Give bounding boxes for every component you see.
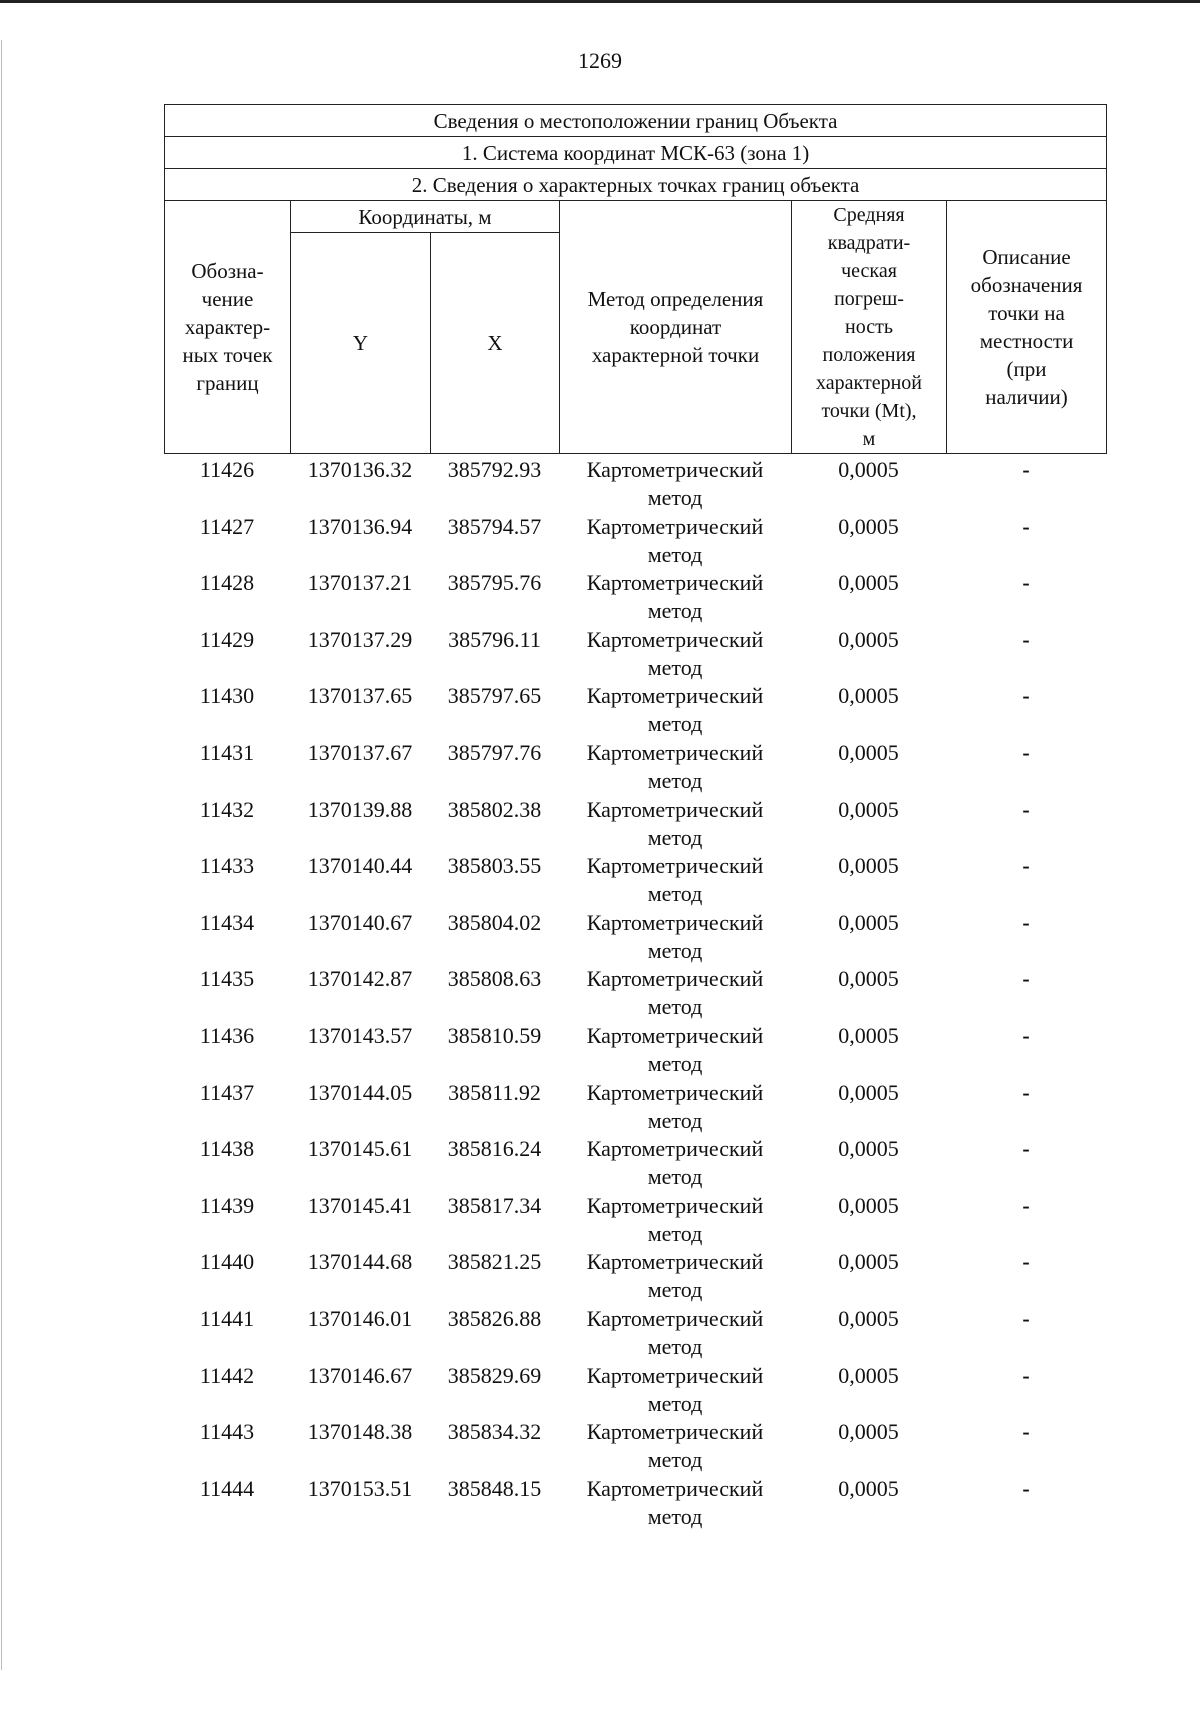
coord-x: 385792.93 bbox=[447, 457, 542, 482]
point-id: 11433 bbox=[199, 853, 255, 879]
table-row bbox=[164, 1475, 1106, 1532]
description: - bbox=[1022, 513, 1030, 539]
error-value: 0,0005 bbox=[838, 966, 899, 992]
col-error-header: Средняя квадрати- ческая погреш- ность положения характерной точки (Mt), м bbox=[792, 201, 947, 454]
method: Картометрический метод bbox=[586, 457, 764, 510]
error-value: 0,0005 bbox=[838, 796, 899, 822]
method: Картометрический метод bbox=[586, 513, 764, 567]
col-coords-header: Координаты, м bbox=[291, 201, 560, 233]
description: - bbox=[1022, 570, 1030, 596]
table-row bbox=[164, 1135, 1106, 1192]
page-number: 1269 bbox=[578, 48, 622, 73]
description: - bbox=[1022, 1362, 1030, 1388]
coord-y: 1370137.65 bbox=[307, 683, 413, 709]
method: Картометрический метод bbox=[586, 796, 764, 850]
description: - bbox=[1022, 853, 1030, 879]
col-method-header: Метод определения координат характерной точки bbox=[560, 201, 792, 454]
coordinate-system: 1. Система координат МСК-63 (зона 1) bbox=[165, 137, 1107, 169]
point-id: 11444 bbox=[199, 1475, 255, 1501]
point-id: 11441 bbox=[199, 1305, 255, 1331]
table-row bbox=[164, 1079, 1106, 1136]
table-row bbox=[164, 682, 1106, 739]
coord-x: 385848.15 bbox=[447, 1475, 542, 1501]
description: - bbox=[1022, 1305, 1030, 1331]
method: Картометрический метод bbox=[586, 1192, 764, 1246]
method: Картометрический метод bbox=[586, 739, 764, 793]
top-border-line bbox=[0, 0, 1200, 3]
error-value: 0,0005 bbox=[838, 1475, 899, 1501]
error-value: 0,0005 bbox=[838, 1192, 899, 1218]
coord-x: 385829.69 bbox=[447, 1362, 542, 1388]
description: - bbox=[1022, 1136, 1030, 1162]
coord-y: 1370136.32 bbox=[307, 457, 413, 482]
col-y-header: Y bbox=[291, 233, 431, 454]
point-id: 11439 bbox=[199, 1192, 255, 1218]
table-row bbox=[164, 1305, 1106, 1362]
error-value: 0,0005 bbox=[838, 909, 899, 935]
method: Картометрический метод bbox=[586, 1305, 764, 1359]
method: Картометрический метод bbox=[586, 853, 764, 907]
coord-x: 385804.02 bbox=[447, 909, 542, 935]
col-point-header: Обозна- чение характер- ных точек границ bbox=[165, 201, 291, 454]
method: Картометрический метод bbox=[586, 909, 764, 963]
description: - bbox=[1022, 1475, 1030, 1501]
coord-y: 1370142.87 bbox=[307, 966, 413, 992]
col-desc-header: Описание обозначения точки на местности (при наличии) bbox=[947, 201, 1107, 454]
method: Картометрический метод bbox=[586, 683, 764, 737]
point-id: 11429 bbox=[199, 626, 255, 652]
coord-y: 1370146.01 bbox=[307, 1305, 413, 1331]
table-row bbox=[164, 965, 1106, 1022]
coord-x: 385797.76 bbox=[447, 739, 542, 765]
method: Картометрический метод bbox=[586, 1249, 764, 1303]
method: Картометрический метод bbox=[586, 1079, 764, 1133]
coord-x: 385821.25 bbox=[447, 1249, 542, 1275]
coord-y: 1370140.67 bbox=[307, 909, 413, 935]
table-row bbox=[164, 1418, 1106, 1475]
point-id: 11443 bbox=[199, 1419, 255, 1445]
description: - bbox=[1022, 739, 1030, 765]
description: - bbox=[1022, 626, 1030, 652]
coord-y: 1370153.51 bbox=[307, 1475, 413, 1501]
section-title: 2. Сведения о характерных точках границ объекта bbox=[165, 169, 1107, 201]
description: - bbox=[1022, 1419, 1030, 1445]
table-row bbox=[164, 909, 1106, 966]
coord-y: 1370145.41 bbox=[307, 1192, 413, 1218]
coord-x: 385817.34 bbox=[447, 1192, 542, 1218]
description: - bbox=[1022, 1192, 1030, 1218]
description: - bbox=[1022, 796, 1030, 822]
left-margin-line bbox=[1, 40, 2, 1670]
error-value: 0,0005 bbox=[838, 626, 899, 652]
point-id: 11431 bbox=[199, 739, 255, 765]
coord-x: 385795.76 bbox=[447, 570, 542, 596]
error-value: 0,0005 bbox=[838, 1305, 899, 1331]
coord-x: 385811.92 bbox=[448, 1079, 541, 1105]
point-id: 11437 bbox=[199, 1079, 255, 1105]
point-id: 11430 bbox=[199, 683, 255, 709]
table-title: Сведения о местоположении границ Объекта bbox=[165, 105, 1107, 137]
table-row bbox=[164, 852, 1106, 909]
point-id: 11427 bbox=[199, 513, 255, 539]
point-id: 11434 bbox=[199, 909, 255, 935]
description: - bbox=[1022, 909, 1030, 935]
coord-x: 385834.32 bbox=[447, 1419, 542, 1445]
coord-x: 385826.88 bbox=[447, 1305, 542, 1331]
point-id: 11440 bbox=[199, 1249, 255, 1275]
coord-x: 385796.11 bbox=[448, 626, 541, 652]
coord-y: 1370146.67 bbox=[307, 1362, 413, 1388]
point-id: 11428 bbox=[199, 570, 255, 596]
description: - bbox=[1022, 1079, 1030, 1105]
header-table bbox=[164, 104, 1107, 454]
error-value: 0,0005 bbox=[838, 739, 899, 765]
coord-x: 385794.57 bbox=[447, 513, 542, 539]
coord-y: 1370148.38 bbox=[307, 1419, 413, 1445]
description: - bbox=[1022, 1022, 1030, 1048]
coord-x: 385802.38 bbox=[447, 796, 542, 822]
coord-y: 1370137.29 bbox=[307, 626, 413, 652]
coord-y: 1370143.57 bbox=[307, 1022, 413, 1048]
error-value: 0,0005 bbox=[838, 853, 899, 879]
coord-x: 385808.63 bbox=[447, 966, 542, 992]
coord-y: 1370136.94 bbox=[307, 513, 413, 539]
error-value: 0,0005 bbox=[838, 1022, 899, 1048]
description: - bbox=[1022, 683, 1030, 709]
method: Картометрический метод bbox=[586, 1022, 764, 1076]
point-id: 11442 bbox=[199, 1362, 255, 1388]
error-value: 0,0005 bbox=[838, 457, 899, 482]
table-row bbox=[164, 1248, 1106, 1305]
error-value: 0,0005 bbox=[838, 1362, 899, 1388]
error-value: 0,0005 bbox=[838, 683, 899, 709]
method: Картометрический метод bbox=[586, 1419, 764, 1473]
point-id: 11432 bbox=[199, 796, 255, 822]
method: Картометрический метод bbox=[586, 570, 764, 624]
coord-y: 1370139.88 bbox=[307, 796, 413, 822]
coord-y: 1370137.67 bbox=[307, 739, 413, 765]
error-value: 0,0005 bbox=[838, 1249, 899, 1275]
point-id: 11436 bbox=[199, 1022, 255, 1048]
coord-y: 1370144.05 bbox=[307, 1079, 413, 1105]
table-row bbox=[164, 796, 1106, 853]
error-value: 0,0005 bbox=[838, 1079, 899, 1105]
coord-y: 1370145.61 bbox=[307, 1136, 413, 1162]
error-value: 0,0005 bbox=[838, 1419, 899, 1445]
col-x-header: X bbox=[431, 233, 560, 454]
error-value: 0,0005 bbox=[838, 513, 899, 539]
coord-y: 1370144.68 bbox=[307, 1249, 413, 1275]
coord-x: 385803.55 bbox=[447, 853, 542, 879]
method: Картометрический метод bbox=[586, 1362, 764, 1416]
point-id: 11438 bbox=[199, 1136, 255, 1162]
table-row bbox=[164, 569, 1106, 626]
coord-x: 385810.59 bbox=[447, 1022, 542, 1048]
method: Картометрический метод bbox=[586, 966, 764, 1020]
table-row bbox=[164, 1362, 1106, 1419]
point-id: 11435 bbox=[199, 966, 255, 992]
table-row bbox=[164, 626, 1106, 683]
description: - bbox=[1022, 1249, 1030, 1275]
method: Картометрический метод bbox=[586, 1136, 764, 1190]
coord-x: 385816.24 bbox=[447, 1136, 542, 1162]
table-row bbox=[164, 1022, 1106, 1079]
error-value: 0,0005 bbox=[838, 1136, 899, 1162]
description: - bbox=[1022, 457, 1030, 482]
error-value: 0,0005 bbox=[838, 570, 899, 596]
table-row bbox=[164, 513, 1106, 570]
points-list bbox=[164, 456, 1106, 1531]
table-row bbox=[164, 739, 1106, 796]
method: Картометрический метод bbox=[586, 626, 764, 680]
coord-y: 1370140.44 bbox=[307, 853, 413, 879]
table-row bbox=[164, 1192, 1106, 1249]
point-id: 11426 bbox=[199, 457, 255, 482]
description: - bbox=[1022, 966, 1030, 992]
method: Картометрический метод bbox=[586, 1475, 764, 1529]
table-row bbox=[164, 456, 1106, 513]
coord-x: 385797.65 bbox=[447, 683, 542, 709]
coord-y: 1370137.21 bbox=[307, 570, 413, 596]
